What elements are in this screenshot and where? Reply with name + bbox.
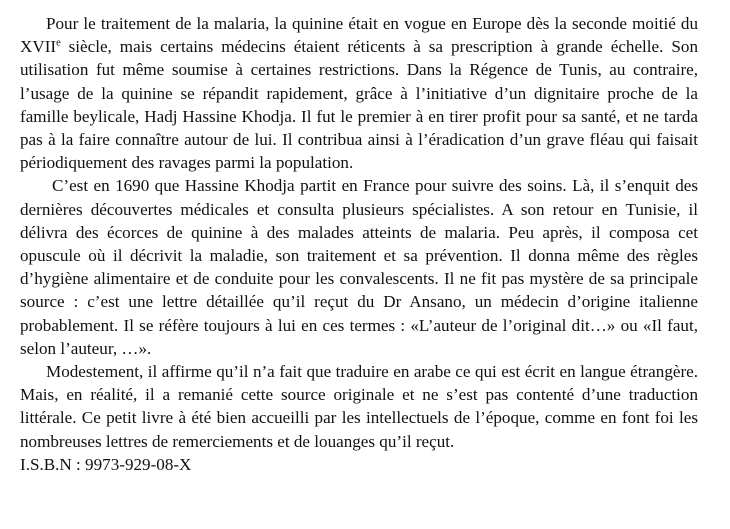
century-superscript: e [56, 37, 61, 49]
paragraph-hassine-khodja-trip: C’est en 1690 que Hassine Khodja partit en France pour suivre des soins. Là, il s’enquit des dernières découvertes médicales et consulta plusieurs spécialistes. A son retour en Tunisie, il délivra des écorces de quinine à des malades atteints de malaria. Peu après, il composa cet opuscule où il décrivit la maladie, son traitement et sa prévention. Il donna même des règles d’hygiène alimentaire et de conduite pour les convalescents. Il ne fit pas mystère de sa principale source : c’est une lettre détaillée qu’il reçut du Dr Ansano, un médecin d’origine italienne probablement. Il se réfère toujours à lui en ces termes : «L’auteur de l’original dit…» ou «Il faut, selon l’auteur, …». [20, 176, 698, 358]
document-body [20, 12, 698, 476]
paragraph-malaria-quinine [20, 12, 698, 174]
paragraph-1-text-start: Pour le traitement de la malaria, la quinine était en vogue en Europe dès la seconde moitié du XVII [20, 14, 698, 57]
paragraph-1-text-end: siècle, mais certains médecins étaient réticents à sa prescription à grande échelle. Son utilisation fut même soumise à certaines restrictions. Dans la Régence de Tunis, au contraire, l’usage de la quinine se répandit rapidement, grâce à l’initiative d’un dignitaire proche de la famille beylicale, Hadj Hassine Khodja. Il fut le premier à en tirer profit pour sa santé, et ne tarda pas à la faire connaître autour de lui. Il contribua ainsi à l’éradication d’un grave fléau qui faisait périodiquement des ravages parmi la population. [20, 37, 698, 173]
paragraph-translation: Modestement, il affirme qu’il n’a fait que traduire en arabe ce qui est écrit en langue étrangère. Mais, en réalité, il a remanié cette source originale et ne s’est pas contenté d’une traduction littérale. Ce petit livre à été bien accueilli par les intellectuels de l’époque, comme en font foi les nombreuses lettres de remerciements et de louanges qu’il reçut. [20, 362, 698, 451]
isbn-line: I.S.B.N : 9973-929-08-X [20, 454, 192, 474]
